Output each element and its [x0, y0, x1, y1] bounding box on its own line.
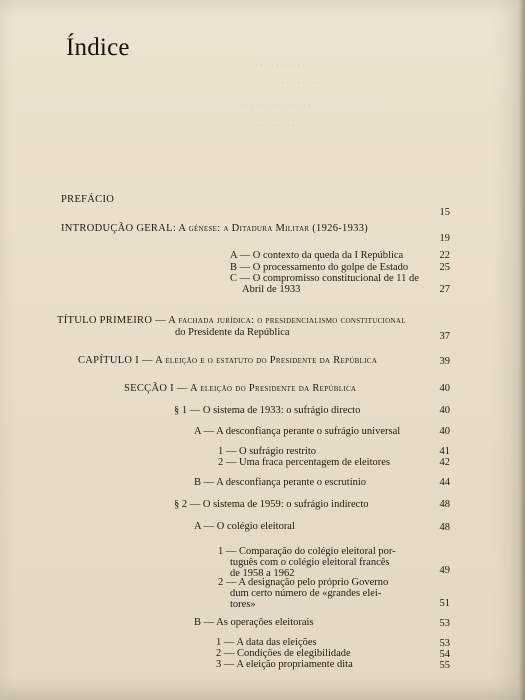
toc-entry: 1 — A data das eleições	[216, 637, 317, 648]
show-through-text: · · · · · · · · · ·	[255, 60, 306, 70]
toc-page-number: 53	[439, 638, 450, 649]
show-through-text: · · · · · · · · · · · ·	[245, 120, 306, 130]
toc-entry: B — As operações eleitorais	[194, 617, 314, 628]
toc-page-number: 54	[439, 649, 450, 660]
toc-entry: do Presidente da República	[175, 327, 290, 338]
toc-page-number: 39	[439, 356, 450, 367]
show-through-text: · · · · · · · · · · · · · ·	[240, 100, 312, 110]
toc-entry: 2 — A designação pelo próprio Governo	[218, 577, 389, 588]
toc-entry: tores»	[230, 599, 256, 610]
toc-page-number: 22	[439, 250, 450, 261]
toc-page-number: 49	[439, 565, 450, 576]
toc-entry: 2 — Uma fraca percentagem de eleitores	[218, 457, 390, 468]
toc-entry: de 1958 a 1962	[230, 568, 295, 579]
toc-entry: dum certo número de «grandes elei-	[230, 588, 382, 599]
toc-entry: B — O processamento do golpe de Estado	[230, 262, 409, 273]
toc-page-number: 48	[439, 499, 450, 510]
toc-entry: 1 — Comparação do colégio eleitoral por-	[218, 546, 396, 557]
toc-page-number: 40	[439, 405, 450, 416]
toc-entry: SECÇÃO I — A eleição do Presidente da República	[124, 383, 357, 394]
toc-page-number: 44	[439, 477, 450, 488]
toc-entry: § 1 — O sistema de 1933: o sufrágio directo	[174, 405, 361, 416]
toc-entry: TÍTULO PRIMEIRO — A fachada jurídica: o presidencialismo constitucional	[57, 315, 406, 326]
toc-entry: PREFÁCIO	[61, 194, 115, 205]
toc-entry: tuguês com o colégio eleitoral francês	[230, 557, 390, 568]
toc-page-number: 25	[439, 262, 450, 273]
toc-page-number: 15	[439, 207, 450, 218]
toc-page-number: 19	[439, 233, 450, 244]
toc-entry: 2 — Condições de elegibilidade	[216, 648, 351, 659]
toc-page-number: 48	[439, 522, 450, 533]
toc-entry: 1 — O sufrágio restrito	[218, 446, 316, 457]
toc-entry: § 2 — O sistema de 1959: o sufrágio indirecto	[174, 499, 369, 510]
toc-entry: A — A desconfiança perante o sufrágio universal	[194, 426, 401, 437]
page-title: Índice	[66, 34, 130, 61]
toc-page-number: 37	[439, 331, 450, 342]
toc-page-number: 53	[439, 618, 450, 629]
toc-entry: Abril de 1933	[242, 284, 301, 295]
toc-entry: A — O colégio eleitoral	[194, 521, 295, 532]
toc-entry: INTRODUÇÃO GERAL: A génese: a Ditadura Militar (1926-1933)	[61, 223, 369, 234]
show-through-text: · · · · · · · · · · · ·	[260, 78, 321, 88]
toc-entry: A — O contexto da queda da I República	[230, 250, 404, 261]
toc-page-number: 41	[439, 446, 450, 457]
toc-page-number: 27	[439, 284, 450, 295]
toc-entry: CAPÍTULO I — A eleição e o estatuto do Presidente da República	[78, 355, 378, 366]
toc-page-number: 55	[439, 660, 450, 671]
toc-entry: B — A desconfiança perante o escrutínio	[194, 477, 367, 488]
toc-page-number: 51	[439, 598, 450, 609]
toc-page-number: 40	[439, 383, 450, 394]
toc-page-number: 42	[439, 457, 450, 468]
toc-page-number: 40	[439, 426, 450, 437]
toc-entry: 3 — A eleição propriamente dita	[216, 659, 353, 670]
toc-entry: C — O compromisso constitucional de 11 de	[230, 273, 419, 284]
